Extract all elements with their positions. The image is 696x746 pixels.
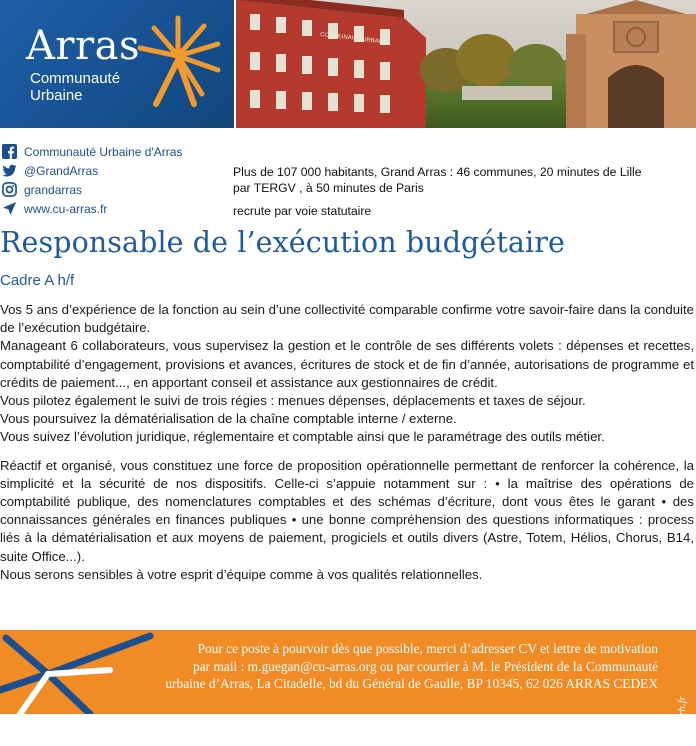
social-label: Communauté Urbaine d'Arras bbox=[24, 144, 183, 159]
intro-line: par TERGV , à 50 minutes de Paris bbox=[233, 181, 424, 195]
social-label: www.cu-arras.fr bbox=[24, 201, 108, 216]
body-paragraph: Vos 5 ans d’expérience de la fonction au sein d’une collectivité comparable confirme votre savoir-faire dans la conduite de l’exécution budgétaire. bbox=[0, 302, 694, 336]
intro-recruit: recrute par voie statutaire bbox=[233, 204, 372, 218]
social-website[interactable] bbox=[2, 199, 182, 218]
instagram-icon bbox=[2, 182, 17, 197]
body-paragraph: Réactif et organisé, vous constituez une force de proposition opérationnelle permettant de renforcer la cohérence, la simplicité et la sécurité de nos dispositifs. Celle-ci s’appuie notamment sur : • la maîtrise des opérations de comptabilité publique, des nomenclatures comptables et des schémas d’écriture, dont vous êtes le garant • des connaissances générales en finances publiques • une bonne compréhension des questions informatiques : process liés à la dématérialisation et aux moyens de paiement, progiciels et outils divers (Astre, Totem, Hélios, Chorus, B14, suite Office...). bbox=[0, 457, 694, 564]
footer-line: Pour ce poste à pourvoir dès que possible, merci d’adresser CV et lettre de motivation bbox=[197, 641, 658, 656]
job-description bbox=[0, 301, 694, 584]
social-instagram[interactable] bbox=[2, 180, 182, 199]
body-paragraph: Nous serons sensibles à votre esprit d’équipe comme à vos qualités relationnelles. bbox=[0, 566, 483, 582]
body-paragraph: Vous pilotez également le suivi de trois régies : menues dépenses, déplacements et taxes de séjour. bbox=[0, 393, 586, 409]
body-paragraph: Vous suivez l’évolution juridique, réglementaire et comptable ainsi que le paramétrage des outils métier. bbox=[0, 429, 605, 445]
footer-contact bbox=[98, 640, 658, 693]
web-arrow-icon bbox=[2, 201, 17, 216]
brand-subtitle-1: Communauté bbox=[30, 70, 121, 87]
body-paragraph: Vous poursuivez la dématérialisation de la chaîne comptable interne / externe. bbox=[0, 411, 457, 427]
footer-line: urbaine d’Arras, La Citadelle, bd du Général de Gaulle, BP 10345, 62 026 ARRAS CEDEX bbox=[165, 676, 658, 691]
building-sign-1: COMMUNAUTÉ bbox=[319, 32, 364, 43]
social-links bbox=[2, 142, 182, 218]
social-facebook[interactable] bbox=[2, 142, 182, 161]
footer-band bbox=[0, 630, 696, 714]
social-label: grandarras bbox=[24, 182, 83, 197]
header-photo-illustration bbox=[236, 0, 696, 128]
footer-line[interactable]: par mail : m.guegan@cu-arras.org ou par courrier à M. le Président de la Communauté bbox=[193, 658, 658, 674]
intro-line: Plus de 107 000 habitants, Grand Arras : 46 communes, 20 minutes de Lille bbox=[233, 165, 642, 179]
building-sign-2: URBAINE bbox=[361, 37, 389, 46]
logo-star-icon bbox=[126, 8, 234, 118]
twitter-icon bbox=[2, 163, 17, 178]
logo-panel bbox=[0, 0, 234, 128]
job-grade: Cadre A h/f bbox=[0, 272, 75, 289]
body-paragraph: Manageant 6 collaborateurs, vous supervisez la gestion et le contrôle de ses différents volets : dépenses et recettes, comptabilité d’engagement, provisions et avances, écritures de stock et de fin d’année, autorisations de programme et crédits de paiement..., en apportant conseil et assistance aux gestionnaires de crédit. bbox=[0, 338, 694, 390]
agency-credit: Safari-rh.fr bbox=[676, 696, 688, 746]
social-twitter[interactable] bbox=[2, 161, 182, 180]
brand-name: Arras bbox=[26, 23, 141, 69]
intro-block bbox=[233, 164, 693, 219]
brand-subtitle-2: Urbaine bbox=[30, 87, 83, 104]
job-title: Responsable de l’exécution budgétaire bbox=[0, 226, 565, 259]
facebook-icon bbox=[2, 144, 17, 159]
header-photo bbox=[236, 0, 696, 128]
social-label: @GrandArras bbox=[24, 163, 99, 178]
